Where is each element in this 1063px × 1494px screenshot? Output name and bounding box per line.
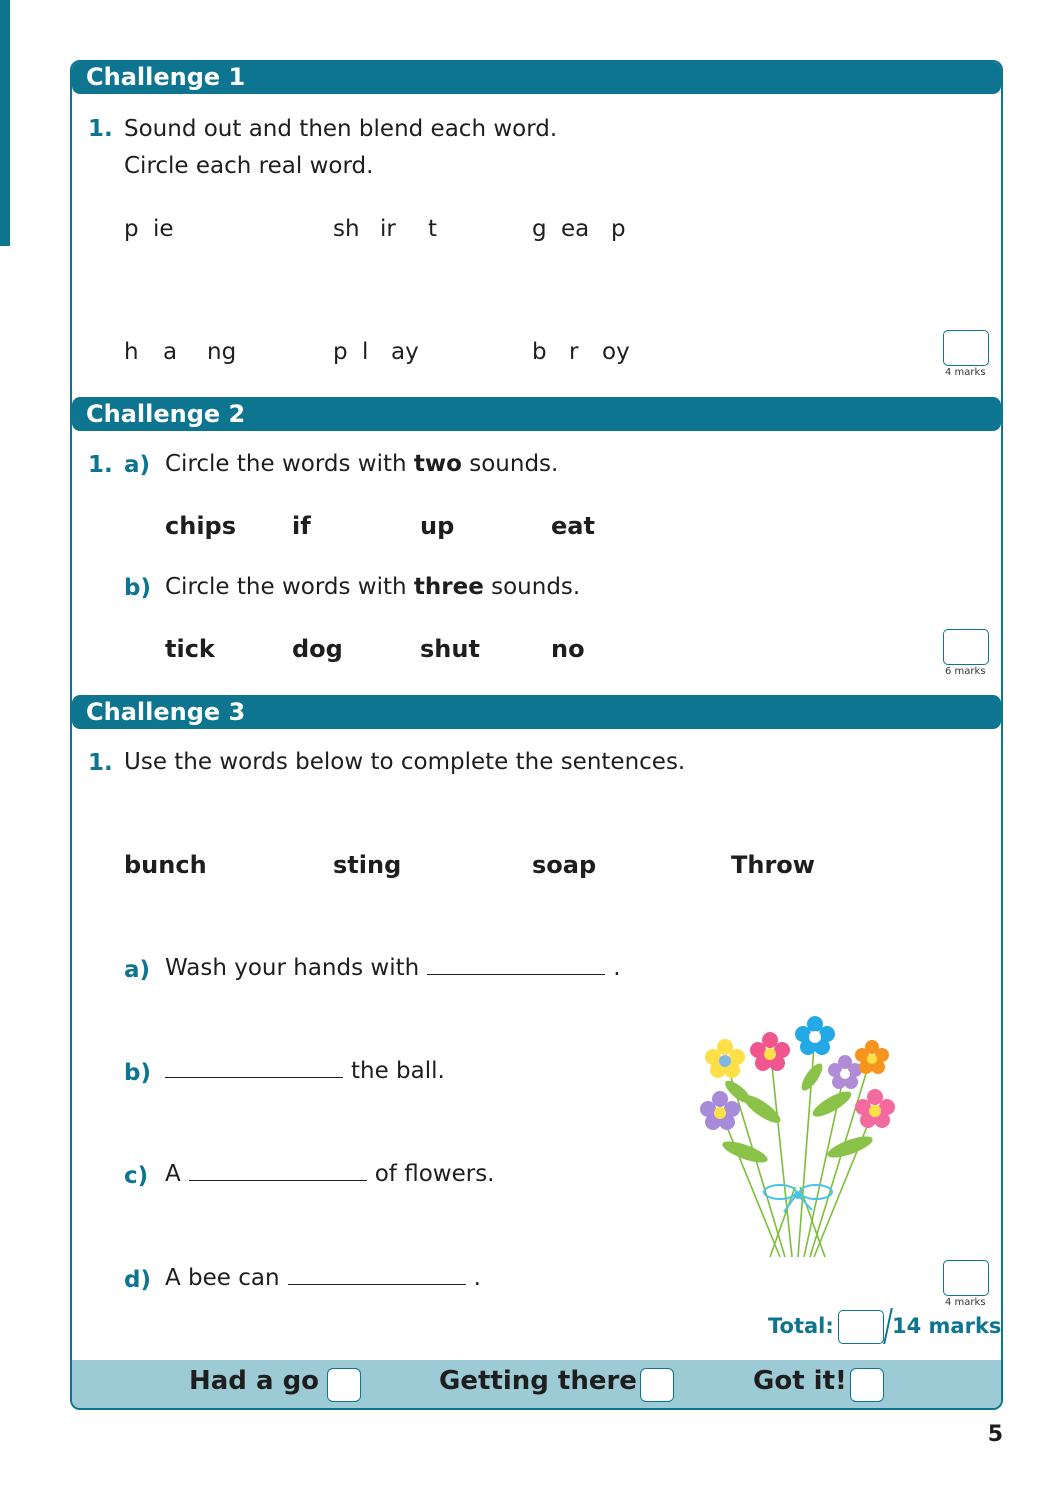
grapheme: g bbox=[532, 216, 547, 242]
answer-blank-c[interactable] bbox=[189, 1161, 367, 1181]
grapheme: b bbox=[532, 339, 547, 365]
had-a-go-checkbox[interactable] bbox=[327, 1368, 361, 1402]
grapheme: p bbox=[333, 339, 348, 365]
grapheme: ir bbox=[380, 216, 396, 242]
total-max: 14 marks bbox=[892, 1314, 1002, 1338]
bank-word-soap: soap bbox=[532, 851, 597, 879]
c2-part-b-text: Circle the words with three sounds. bbox=[165, 574, 581, 600]
answer-blank-b[interactable] bbox=[165, 1058, 343, 1078]
c3-marks-box[interactable] bbox=[943, 1260, 989, 1296]
got-it-label: Got it! bbox=[753, 1366, 847, 1396]
grapheme: ng bbox=[207, 339, 237, 365]
c3-sentence-c: A of flowers. bbox=[165, 1161, 495, 1187]
grapheme: ay bbox=[391, 339, 419, 365]
c1-instruction-line2: Circle each real word. bbox=[124, 153, 374, 179]
c2-marks-box[interactable] bbox=[943, 629, 989, 665]
grapheme: oy bbox=[602, 339, 630, 365]
word-up[interactable]: up bbox=[420, 512, 455, 540]
word-eat[interactable]: eat bbox=[551, 512, 595, 540]
c2-marks-label: 6 marks bbox=[945, 666, 986, 677]
grapheme: h bbox=[124, 339, 139, 365]
had-a-go-label: Had a go bbox=[189, 1366, 320, 1396]
word-tick[interactable]: tick bbox=[165, 635, 215, 663]
answer-blank-d[interactable] bbox=[288, 1265, 466, 1285]
c1-marks-label: 4 marks bbox=[945, 367, 986, 378]
c3-instruction: Use the words below to complete the sentences. bbox=[124, 749, 686, 775]
grapheme: l bbox=[362, 339, 369, 365]
c3-sentence-d: A bee can . bbox=[165, 1265, 481, 1291]
challenge-2-header: Challenge 2 bbox=[72, 397, 1001, 431]
grapheme: r bbox=[569, 339, 579, 365]
c2-part-a-text: Circle the words with two sounds. bbox=[165, 451, 559, 477]
c1-marks-box[interactable] bbox=[943, 330, 989, 366]
c2-part-a-label: a) bbox=[124, 452, 151, 478]
c2-part-b-label: b) bbox=[124, 575, 151, 601]
word-dog[interactable]: dog bbox=[292, 635, 343, 663]
page-number: 5 bbox=[987, 1422, 1003, 1447]
c1-question-number: 1. bbox=[88, 116, 113, 142]
getting-there-checkbox[interactable] bbox=[640, 1368, 674, 1402]
total-label: Total: bbox=[768, 1314, 834, 1338]
sidebar-tab bbox=[0, 0, 10, 246]
c3-sentence-a: Wash your hands with . bbox=[165, 955, 621, 981]
answer-blank-a[interactable] bbox=[427, 955, 605, 975]
getting-there-label: Getting there bbox=[439, 1366, 637, 1396]
c3-sentence-b: the ball. bbox=[157, 1058, 445, 1084]
bank-word-bunch: bunch bbox=[124, 851, 207, 879]
grapheme: t bbox=[428, 216, 438, 242]
word-shut[interactable]: shut bbox=[420, 635, 480, 663]
c3-d-label: d) bbox=[124, 1267, 151, 1293]
c3-b-label: b) bbox=[124, 1060, 151, 1086]
challenge-1-header: Challenge 1 bbox=[72, 60, 1001, 94]
grapheme: sh bbox=[333, 216, 360, 242]
c2-question-number: 1. bbox=[88, 452, 113, 478]
c3-marks-label: 4 marks bbox=[945, 1297, 986, 1308]
challenge-3-header: Challenge 3 bbox=[72, 695, 1001, 729]
grapheme: p bbox=[611, 216, 626, 242]
bank-word-throw: Throw bbox=[731, 851, 815, 879]
grapheme: p bbox=[124, 216, 139, 242]
light-pink-flower bbox=[855, 1089, 895, 1128]
self-assessment-bar bbox=[72, 1360, 1001, 1408]
got-it-checkbox[interactable] bbox=[850, 1368, 884, 1402]
grapheme: a bbox=[163, 339, 178, 365]
c1-instruction-line1: Sound out and then blend each word. bbox=[124, 116, 558, 142]
grapheme: ie bbox=[153, 216, 174, 242]
word-no[interactable]: no bbox=[551, 635, 585, 663]
lilac-flower bbox=[700, 1091, 740, 1130]
orange-flower bbox=[855, 1040, 889, 1074]
purple-flower bbox=[828, 1055, 862, 1089]
pink-flower bbox=[750, 1032, 790, 1071]
yellow-flower bbox=[705, 1039, 745, 1078]
grapheme: ea bbox=[561, 216, 590, 242]
c3-question-number: 1. bbox=[88, 750, 113, 776]
word-chips[interactable]: chips bbox=[165, 512, 237, 540]
flower-bouquet-illustration bbox=[700, 1012, 900, 1262]
bank-word-sting: sting bbox=[333, 851, 402, 879]
c3-a-label: a) bbox=[124, 957, 151, 983]
c3-c-label: c) bbox=[124, 1163, 149, 1189]
worksheet-frame bbox=[70, 60, 1003, 1410]
word-if[interactable]: if bbox=[292, 512, 311, 540]
blue-flower bbox=[795, 1016, 835, 1055]
total-score-box[interactable] bbox=[838, 1310, 884, 1344]
